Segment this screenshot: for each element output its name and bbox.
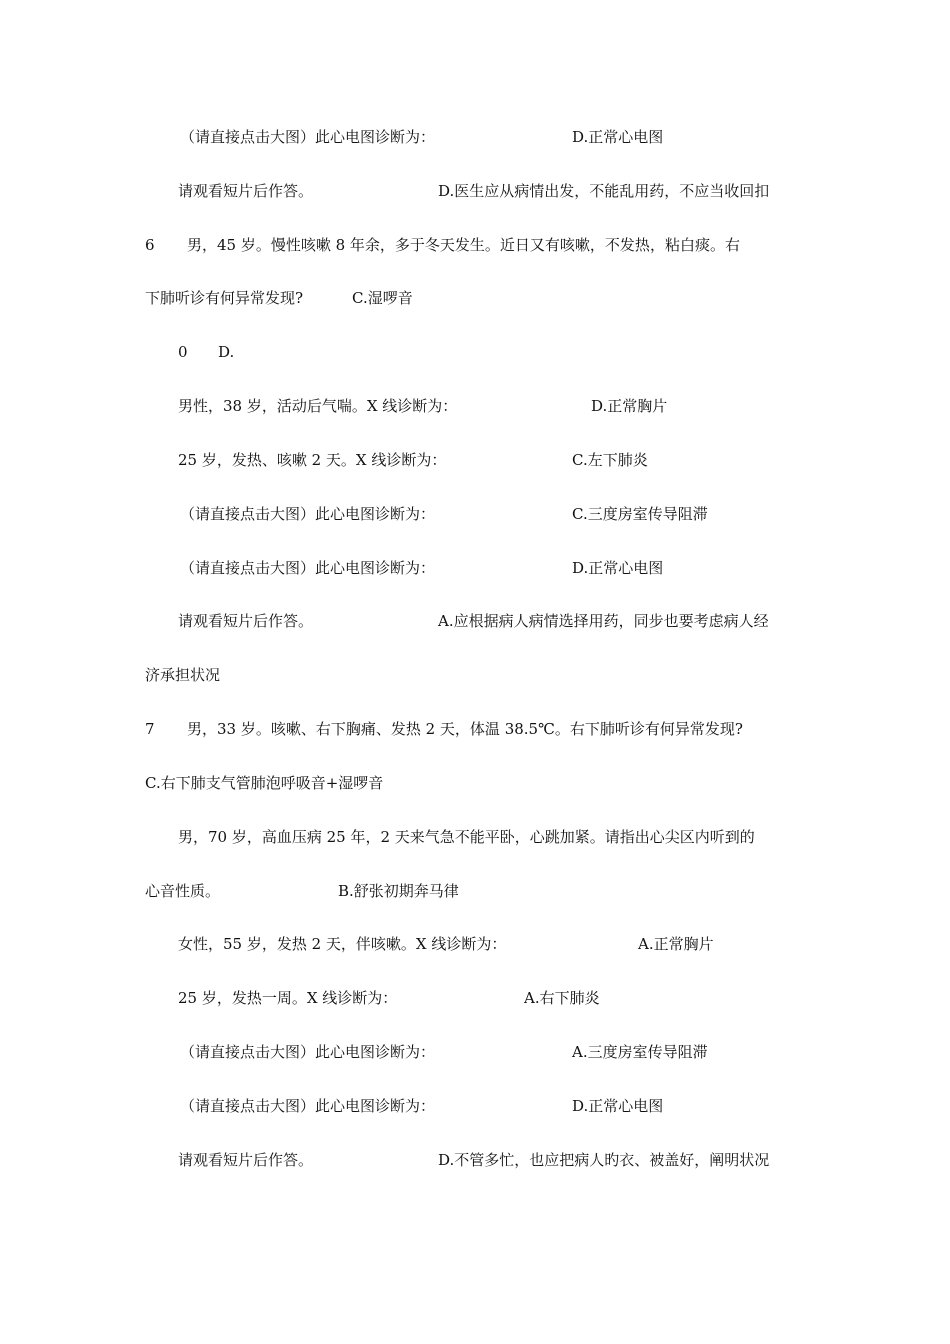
question-text: 请观看短片后作答。	[178, 612, 314, 630]
answer-text: D.正常心电图	[572, 559, 664, 577]
question-text: 请观看短片后作答。	[178, 182, 314, 200]
answer-text: A.三度房室传导阻滞	[572, 1043, 708, 1061]
answer-text: D.不管多忙，也应把病人旳衣、被盖好，阐明状况	[438, 1151, 770, 1169]
question-text: （请直接点击大图）此心电图诊断为：	[180, 505, 436, 523]
question-text: （请直接点击大图）此心电图诊断为：	[180, 1097, 436, 1115]
answer-continuation: 济承担状况	[145, 666, 221, 684]
answer-text: C.右下肺支气管肺泡呼吸音+湿啰音	[145, 774, 384, 792]
question-text: （请直接点击大图）此心电图诊断为：	[180, 1043, 436, 1061]
question-text: 男，70 岁，高血压病 25 年，2 天来气急不能平卧，心跳加紧。请指出心尖区内听到的	[178, 828, 755, 846]
answer-text: C.左下肺炎	[572, 451, 648, 469]
question-text: 25 岁，发热、咳嗽 2 天。X 线诊断为：	[178, 451, 447, 469]
question-text: 男，33 岁。咳嗽、右下胸痛、发热 2 天，体温 38.5℃。右下肺听诊有何异常发现?	[187, 720, 743, 738]
question-text: 下肺听诊有何异常发现?	[145, 289, 304, 307]
answer-text: A.右下肺炎	[524, 989, 600, 1007]
answer-text: C.湿啰音	[352, 289, 413, 307]
question-text: 心音性质。	[145, 882, 221, 900]
question-number: 6	[145, 236, 155, 254]
question-text: 男性，38 岁，活动后气喘。X 线诊断为：	[178, 397, 458, 415]
answer-text: A.正常胸片	[638, 935, 714, 953]
answer-text: D.正常胸片	[591, 397, 668, 415]
answer-text: D.正常心电图	[572, 128, 664, 146]
question-text: 女性，55 岁，发热 2 天，伴咳嗽。X 线诊断为：	[178, 935, 507, 953]
question-text: 25 岁，发热一周。X 线诊断为：	[178, 989, 398, 1007]
answer-text: D.正常心电图	[572, 1097, 664, 1115]
question-text: （请直接点击大图）此心电图诊断为：	[180, 128, 436, 146]
question-text: 男，45 岁。慢性咳嗽 8 年余，多于冬天发生。近日又有咳嗽，不发热，粘白痰。右	[187, 236, 740, 254]
answer-text: D.医生应从病情出发，不能乱用药，不应当收回扣	[438, 182, 770, 200]
answer-text: C.三度房室传导阻滞	[572, 505, 708, 523]
answer-text: D.	[218, 343, 235, 361]
answer-text: A.应根据病人病情选择用药，同步也要考虑病人经	[438, 612, 769, 630]
question-text: 请观看短片后作答。	[178, 1151, 314, 1169]
question-number: 7	[145, 720, 155, 738]
question-text: （请直接点击大图）此心电图诊断为：	[180, 559, 436, 577]
question-number: 0	[178, 343, 188, 361]
answer-text: B.舒张初期奔马律	[338, 882, 459, 900]
